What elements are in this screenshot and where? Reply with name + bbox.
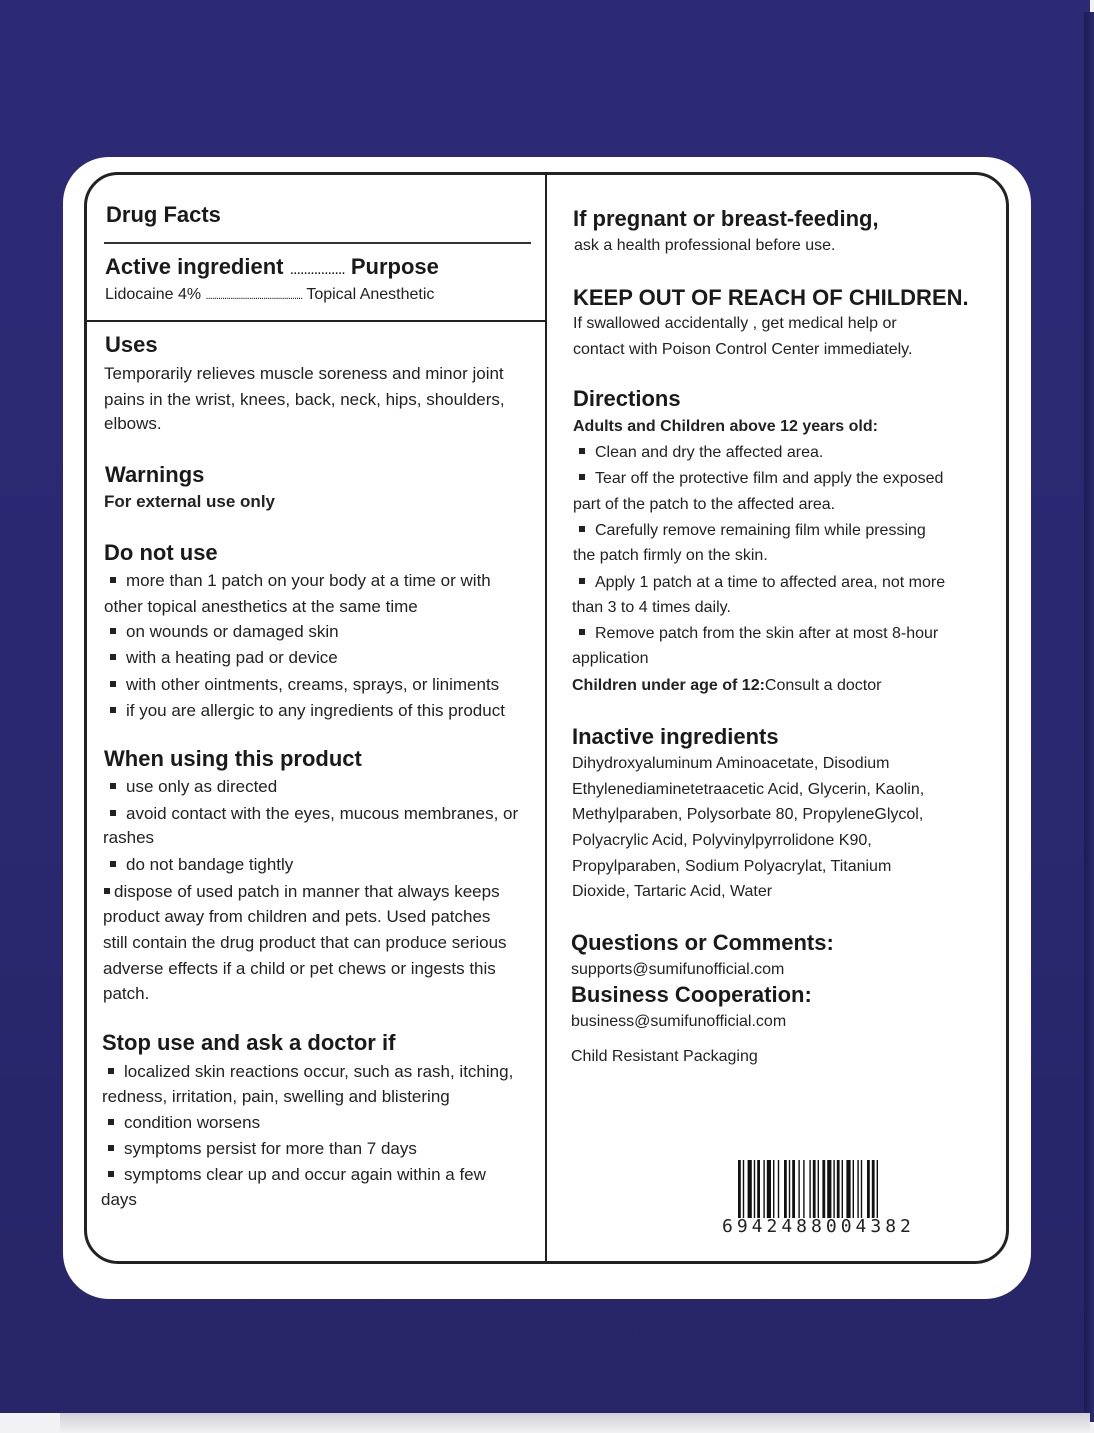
stop-use-item: symptoms persist for more than 7 days [108, 1139, 417, 1159]
bullet-icon [104, 888, 110, 894]
bullet-icon [579, 474, 585, 480]
do-not-use-item: on wounds or damaged skin [110, 622, 339, 642]
do-not-use-item: with other ointments, creams, sprays, or liniments [110, 675, 499, 695]
ingredient-purpose: Topical Anesthetic [306, 286, 435, 303]
bullet-icon [110, 577, 116, 583]
do-not-use-heading: Do not use [104, 540, 218, 565]
uses-line: elbows. [104, 414, 162, 433]
questions-heading: Questions or Comments: [571, 930, 834, 955]
directions-sub: Adults and Children above 12 years old: [573, 418, 878, 435]
warnings-sub: For external use only [104, 492, 275, 511]
box-side-edge [1084, 12, 1094, 1422]
when-using-item: avoid contact with the eyes, mucous membranes, or [110, 804, 518, 824]
inactive-line: Polyacrylic Acid, Polyvinylpyrrolidone K90, [572, 832, 872, 849]
active-ingredient-heading [105, 254, 439, 280]
bullet-icon [110, 810, 116, 816]
stop-use-item: condition worsens [108, 1113, 260, 1133]
pregnant-text: ask a health professional before use. [574, 237, 836, 254]
active-ingredient-label: Active ingredient [105, 254, 284, 279]
purpose-label: Purpose [350, 254, 439, 279]
do-not-use-item: more than 1 patch on your body at a time or with [110, 571, 491, 591]
barcode-digits: 6942488004382 [722, 1216, 915, 1237]
do-not-use-item: if you are allergic to any ingredients of this product [110, 701, 505, 721]
when-using-item: do not bandage tightly [110, 855, 293, 875]
ingredient-row [105, 286, 434, 304]
keep-out-heading: KEEP OUT OF REACH OF CHILDREN. [573, 285, 969, 310]
bullet-icon [108, 1145, 114, 1151]
column-divider [545, 172, 547, 1264]
directions-item: Remove patch from the skin after at most 8-hour [579, 625, 938, 643]
when-using-item: dispose of used patch in manner that always keeps [104, 882, 500, 902]
active-ingredient-divider [86, 320, 546, 322]
when-using-line: rashes [103, 828, 155, 847]
inactive-heading: Inactive ingredients [572, 724, 779, 749]
stop-use-line: days [101, 1190, 137, 1209]
bullet-icon [579, 629, 585, 635]
when-using-item: use only as directed [110, 777, 277, 797]
bullet-icon [110, 628, 116, 634]
when-using-line: still contain the drug product that can produce serious [103, 933, 507, 952]
ingredient-dots: ............................................... [205, 290, 303, 302]
when-using-line: patch. [103, 984, 150, 1003]
directions-line: than 3 to 4 times daily. [572, 599, 731, 616]
bullet-icon [110, 783, 116, 789]
bullet-icon [579, 526, 585, 532]
bullet-icon [108, 1119, 114, 1125]
bullet-icon [108, 1171, 114, 1177]
bullet-icon [110, 861, 116, 867]
drug-facts-title: Drug Facts [106, 202, 221, 227]
bullet-icon [579, 578, 585, 584]
uses-line: Temporarily relieves muscle soreness and minor joint [104, 364, 504, 383]
inactive-line: Propylparaben, Sodium Polyacrylat, Titanium [572, 858, 892, 875]
when-using-heading: When using this product [104, 746, 362, 771]
barcode [738, 1160, 976, 1218]
inactive-line: Dihydroxyaluminum Aminoacetate, Disodium [572, 755, 890, 772]
children-note: Children under age of 12:Consult a doctor [572, 677, 882, 694]
uses-heading: Uses [105, 332, 158, 357]
business-email[interactable]: business@sumifunofficial.com [571, 1013, 787, 1030]
stop-use-line: redness, irritation, pain, swelling and blistering [102, 1087, 450, 1106]
directions-line: part of the patch to the affected area. [573, 496, 836, 513]
business-heading: Business Cooperation: [571, 982, 812, 1007]
warnings-heading: Warnings [105, 462, 205, 487]
stop-use-heading: Stop use and ask a doctor if [102, 1030, 396, 1055]
support-email[interactable]: supports@sumifunofficial.com [571, 961, 785, 978]
inactive-line: Ethylenediaminetetraacetic Acid, Glycerin, Kaolin, [572, 781, 925, 798]
uses-line: pains in the wrist, knees, back, neck, hips, shoulders, [104, 390, 505, 409]
keep-out-line: contact with Poison Control Center immediately. [573, 341, 913, 358]
child-resistant-note: Child Resistant Packaging [571, 1048, 758, 1065]
do-not-use-item: with a heating pad or device [110, 648, 338, 668]
directions-line: the patch firmly on the skin. [573, 547, 768, 564]
pregnant-heading: If pregnant or breast-feeding, [573, 206, 879, 231]
directions-item: Clean and dry the affected area. [579, 444, 823, 462]
bullet-icon [579, 448, 585, 454]
inactive-line: Dioxide, Tartaric Acid, Water [572, 883, 773, 900]
directions-item: Apply 1 patch at a time to affected area, not more [579, 574, 945, 592]
when-using-line: adverse effects if a child or pet chews or ingests this [103, 959, 496, 978]
title-rule [104, 242, 531, 244]
active-dots: ................ [289, 261, 345, 278]
when-using-line: product away from children and pets. Used patches [103, 907, 491, 926]
directions-item: Carefully remove remaining film while pressing [579, 522, 926, 540]
keep-out-line: If swallowed accidentally , get medical help or [573, 315, 897, 332]
ingredient-name: Lidocaine 4% [105, 286, 202, 303]
do-not-use-line: other topical anesthetics at the same time [104, 597, 418, 616]
inactive-line: Methylparaben, Polysorbate 80, PropyleneGlycol, [572, 806, 924, 823]
directions-item: Tear off the protective film and apply the exposed [579, 470, 943, 488]
bullet-icon [110, 707, 116, 713]
bullet-icon [110, 654, 116, 660]
directions-line: application [572, 650, 649, 667]
bullet-icon [110, 681, 116, 687]
bullet-icon [108, 1068, 114, 1074]
directions-heading: Directions [573, 386, 681, 411]
box-bottom-shadow [60, 1413, 1090, 1433]
stop-use-item: localized skin reactions occur, such as rash, itching, [108, 1062, 513, 1082]
stop-use-item: symptoms clear up and occur again within a few [108, 1165, 486, 1185]
